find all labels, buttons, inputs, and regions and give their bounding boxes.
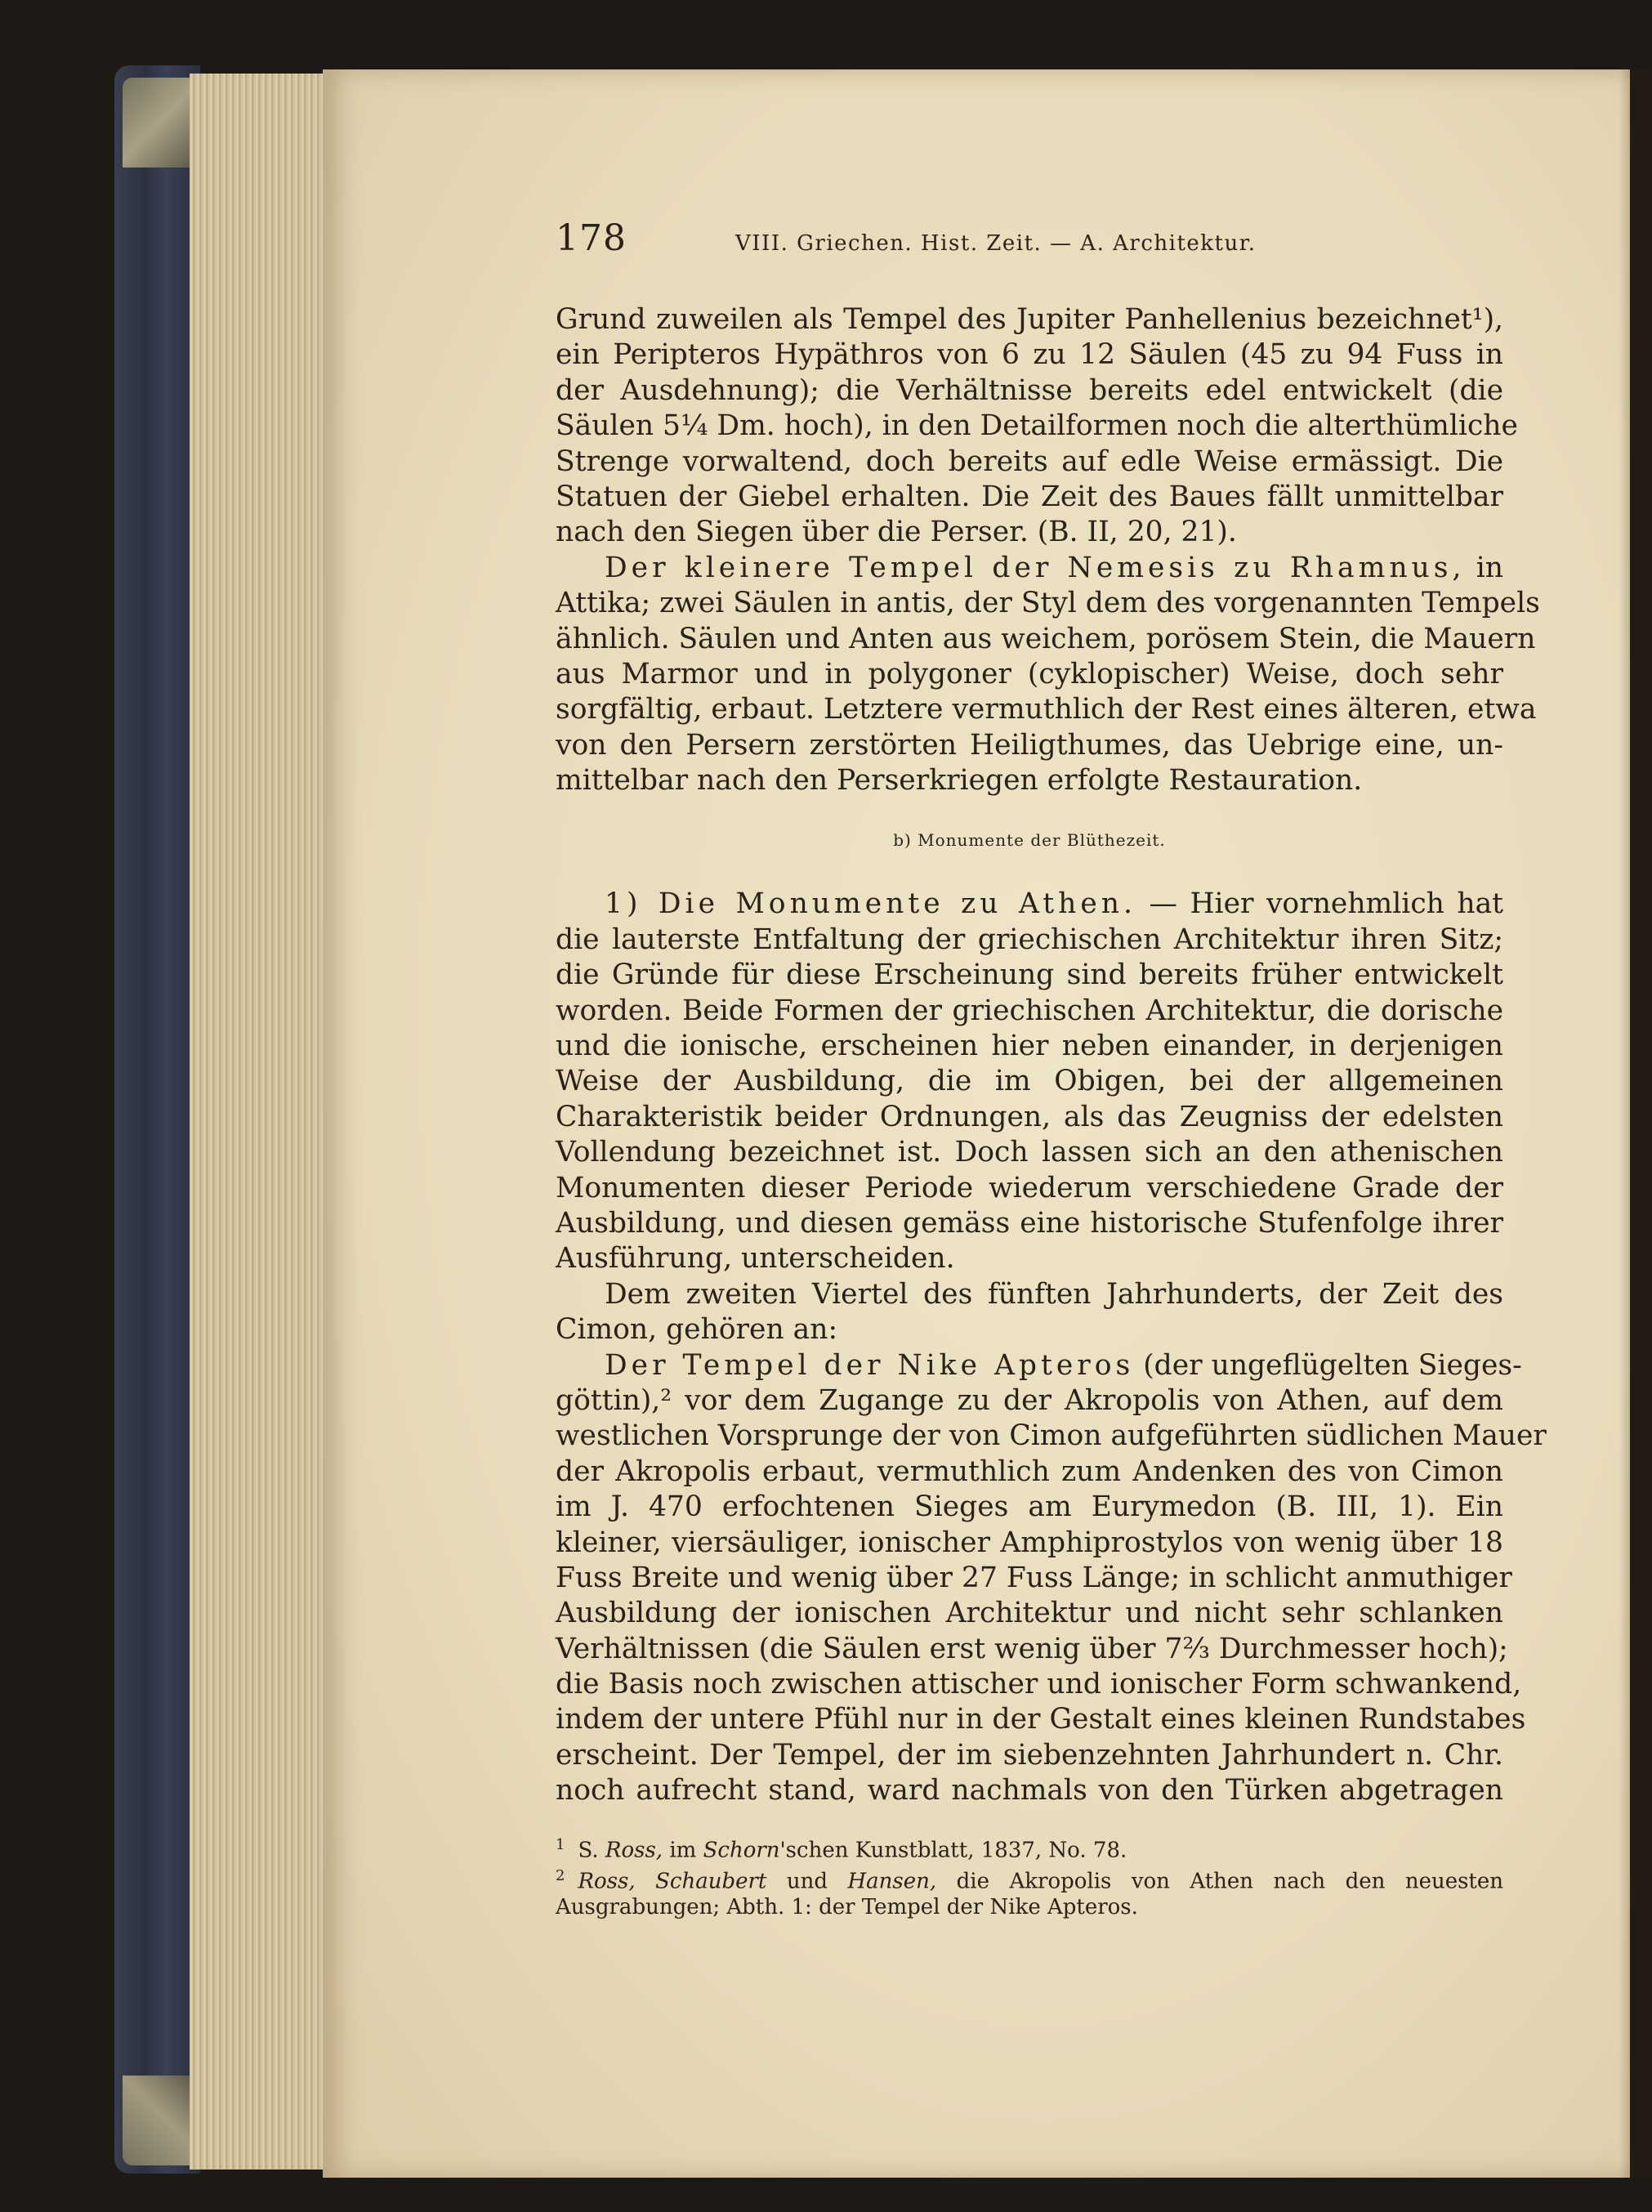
cover-corner-bottom [123, 2076, 196, 2165]
running-head [556, 217, 1503, 270]
text-line: nach den Siegen über die Perser. (B. II, 20, 21). [556, 516, 1237, 549]
text-line: die lauterste Entfaltung der griechischen Architektur ihren Sitz; [556, 923, 1503, 956]
text-line: Weise der Ausbildung, die im Obigen, bei der allgemeinen [556, 1065, 1503, 1098]
text-line: mittelbar nach den Perserkriegen erfolgte Restauration. [556, 764, 1363, 798]
text-line: Grund zuweilen als Tempel des Jupiter Panhellenius bezeichnet¹), [556, 303, 1503, 336]
text-line: sorgfältig, erbaut. Letztere vermuthlich der Rest eines älteren, etwa [556, 693, 1537, 726]
text-line: Verhältnissen (die Säulen erst wenig über 7⅔ Durchmesser hoch); [556, 1632, 1508, 1665]
cover-corner-top [123, 78, 196, 168]
text-line: von den Persern zerstörten Heiligthumes, das Uebrige eine, un- [556, 728, 1503, 762]
text-line: kleiner, viersäuliger, ionischer Amphiprostylos von wenig über 18 [556, 1526, 1503, 1559]
text-line: Statuen der Giebel erhalten. Die Zeit des Baues fällt unmittelbar [556, 480, 1503, 513]
page-content [556, 217, 1547, 1924]
footnote-text: die Akropolis von Athen nach den neuesten [956, 1869, 1504, 1894]
text-line: indem der untere Pfühl nur in der Gestalt eines kleinen Rundstabes [556, 1703, 1526, 1736]
page-number: 178 [556, 217, 627, 259]
text-line: die Gründe für diese Erscheinung sind bereits früher entwickelt [556, 959, 1503, 992]
text-line: der Akropolis erbaut, vermuthlich zum Andenken des von Cimon [556, 1455, 1503, 1488]
footnote-text: schen Kunstblatt, 1837, No. 78. [785, 1838, 1127, 1863]
text-line: göttin),² vor dem Zugange zu der Akropolis von Athen, auf dem [556, 1383, 1503, 1417]
text-line: worden. Beide Formen der griechischen Architektur, die dorische [556, 994, 1503, 1027]
text-line: Ausführung, unterscheiden. [556, 1242, 955, 1276]
footnote-marker: 2 [556, 1866, 565, 1884]
text-line: Säulen 5¼ Dm. hoch), in den Detailformen noch die alterthümliche [556, 409, 1518, 443]
footnote-author: Hansen, [847, 1869, 937, 1894]
text-line: Ausbildung der ionischen Architektur und nicht sehr schlanken [556, 1597, 1503, 1630]
footnote-text: im [669, 1838, 697, 1863]
paragraph-1 [556, 302, 1518, 551]
footnote-marker: 1 [556, 1835, 565, 1853]
footnote-author: Ross, [605, 1838, 663, 1863]
text-line: Strenge vorwaltend, doch bereits auf edle Weise ermässigt. Die [556, 445, 1503, 478]
title-continuation: — Hier vornehmlich hat [1149, 887, 1504, 921]
paragraph-4 [556, 1277, 1503, 1348]
text-line: der Ausdehnung); die Verhältnisse bereits edel entwickelt (die [556, 373, 1503, 407]
text-line [556, 551, 1503, 586]
footnote-text: und [786, 1869, 828, 1894]
text-line: ähnlich. Säulen und Anten aus weichem, porösem Stein, die Mauern [556, 622, 1536, 655]
text-line: erscheint. Der Tempel, der im siebenzehnten Jahrhundert n. Chr. [556, 1738, 1503, 1772]
text-line: Vollendung bezeichnet ist. Doch lassen sich an den athenischen [556, 1136, 1503, 1169]
footnote-text: S. [578, 1838, 599, 1863]
text-line: Charakteristik beider Ordnungen, als das Zeugniss der edelsten [556, 1100, 1503, 1133]
subheading: b) Monumente der Blüthezeit. [893, 830, 1166, 851]
section-title-nike: Der Tempel der Nike Apteros [605, 1348, 1135, 1382]
text-line: noch aufrecht stand, ward nachmals von den Türken abgetragen [556, 1774, 1503, 1808]
page-gutter-shadow [1619, 69, 1652, 2178]
paragraph-3 [556, 887, 1503, 1276]
paragraph-2 [556, 551, 1540, 799]
footnote-2 [556, 1861, 1503, 1892]
running-title: VIII. Griechen. Hist. Zeit. — A. Architektur. [735, 231, 1257, 256]
title-continuation: in [1476, 551, 1503, 584]
footnote-2-continued: Ausgrabungen; Abth. 1: der Tempel der Nike Apteros. [556, 1894, 1138, 1919]
title-continuation: (der ungeflügelten Sieges- [1143, 1348, 1522, 1382]
page-edges [190, 74, 328, 2170]
text-line: westlichen Vorsprunge der von Cimon aufgeführten südlichen Mauer [556, 1419, 1547, 1453]
text-line: Monumenten dieser Periode wiederum verschiedene Grade der [556, 1171, 1503, 1204]
section-title-athen: 1) Die Monumente zu Athen. [605, 887, 1136, 921]
text-line: die Basis noch zwischen attischer und ionischer Form schwankend, [556, 1668, 1522, 1701]
footnotes [556, 1830, 1503, 1924]
text-line: und die ionische, erscheinen hier neben einander, in derjenigen [556, 1030, 1503, 1063]
text-line: ein Peripteros Hypäthros von 6 zu 12 Säulen (45 zu 94 Fuss in [556, 338, 1503, 372]
text-line: Cimon, gehören an: [556, 1313, 838, 1347]
book-cover-spine [114, 65, 200, 2174]
footnote-authors: Ross, Schaubert [578, 1869, 767, 1894]
section-title-nemesis: Der kleinere Tempel der Nemesis zu Rhamnus, [605, 551, 1466, 584]
footnote-work: Schorn' [703, 1838, 786, 1863]
text-line [556, 887, 1503, 922]
footnote-1 [556, 1830, 1503, 1861]
paragraph-5 [556, 1348, 1547, 1809]
text-line: Dem zweiten Viertel des fünften Jahrhunderts, der Zeit des [605, 1277, 1503, 1311]
text-line: Ausbildung, und diesen gemäss eine historische Stufenfolge ihrer [556, 1206, 1503, 1240]
text-line: Attika; zwei Säulen in antis, der Styl dem des vorgenannten Tempels [556, 587, 1540, 620]
text-line [556, 1348, 1522, 1383]
text-line: aus Marmor und in polygoner (cyklopischer) Weise, doch sehr [556, 657, 1503, 690]
text-line: im J. 470 erfochtenen Sieges am Eurymedon (B. III, 1). Ein [556, 1490, 1503, 1524]
text-line: Fuss Breite und wenig über 27 Fuss Länge; in schlicht anmuthiger [556, 1561, 1512, 1594]
